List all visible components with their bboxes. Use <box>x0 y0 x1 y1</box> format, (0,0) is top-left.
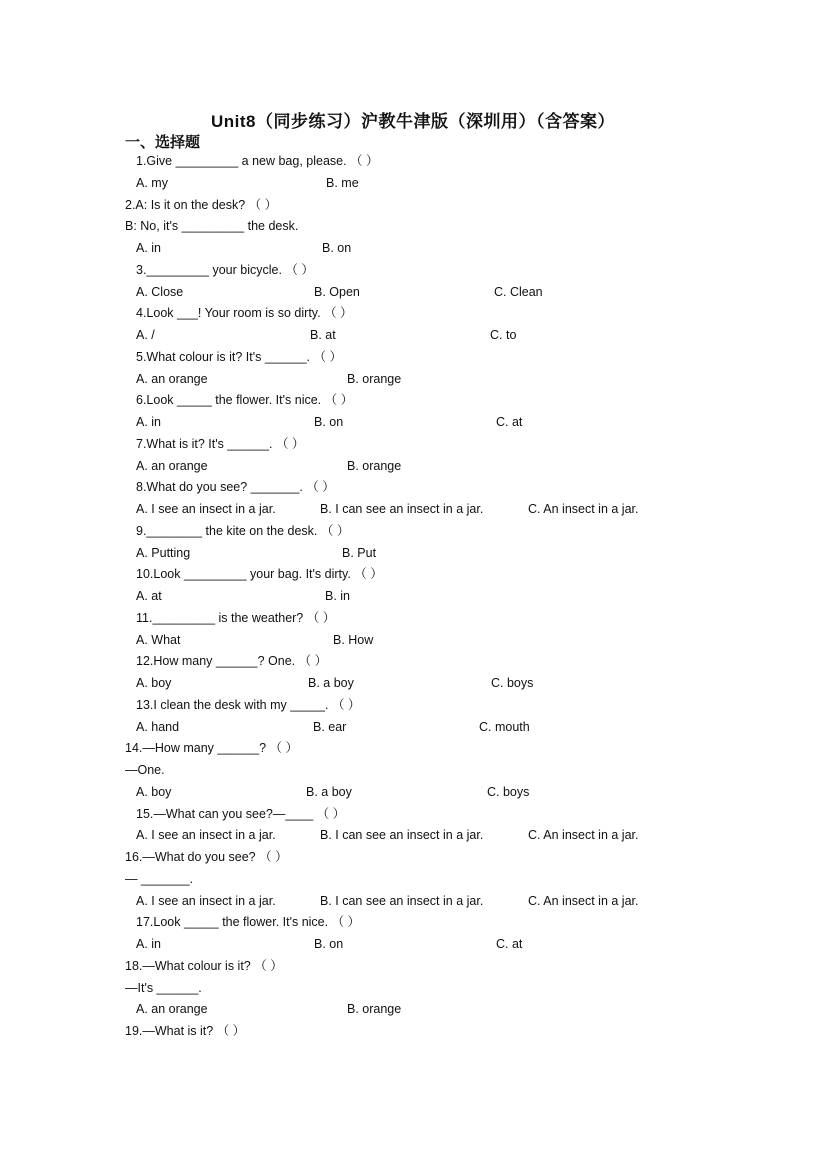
section-heading: 一、选择题 <box>125 134 201 151</box>
answer-option: A. boy <box>136 676 172 690</box>
question-line: 11._________ is the weather? （ ） <box>136 610 336 625</box>
answer-option: C. boys <box>487 784 530 799</box>
answer-option: B. in <box>325 589 351 603</box>
answer-option: B. How <box>333 632 374 647</box>
answer-option: A. I see an insect in a jar. <box>136 828 276 843</box>
answer-option: C. Clean <box>494 284 543 299</box>
question-line: 16.—What do you see? （ ） <box>125 850 288 864</box>
question-line: 3._________ your bicycle. （ ） <box>136 262 314 277</box>
answer-option: A. in <box>136 415 162 429</box>
question-line: 4.Look ___! Your room is so dirty. （ ） <box>136 306 353 321</box>
question-line: 9.________ the kite on the desk. （ ） <box>136 523 350 538</box>
answer-option: B. Put <box>342 545 377 560</box>
answer-option: B. on <box>322 241 352 255</box>
question-line: 2.A: Is it on the desk? （ ） <box>125 197 278 212</box>
question-line: 8.What do you see? _______. （ ） <box>136 480 335 495</box>
answer-option: A. / <box>136 328 155 342</box>
answer-option: B. I can see an insect in a jar. <box>320 828 484 843</box>
question-line: 5.What colour is it? It's ______. （ ） <box>136 349 342 364</box>
answer-option: A. in <box>136 241 162 255</box>
answer-option: A. an orange <box>136 371 208 386</box>
answer-option: B. me <box>326 175 359 190</box>
answer-option: A. my <box>136 175 168 190</box>
answer-option: A. an orange <box>136 1002 208 1017</box>
question-line: B: No, it's _________ the desk. <box>125 219 299 234</box>
answer-option: B. at <box>310 328 336 342</box>
answer-option: C. boys <box>491 676 534 690</box>
answer-option: B. a boy <box>308 676 354 690</box>
answer-option: A. boy <box>136 784 172 799</box>
answer-option: A. I see an insect in a jar. <box>136 502 276 516</box>
question-line: 19.—What is it? （ ） <box>125 1024 246 1038</box>
question-line: 1.Give _________ a new bag, please. （ ） <box>136 154 379 168</box>
question-line: 15.—What can you see?—____ （ ） <box>136 806 346 821</box>
question-line: 17.Look _____ the flower. It's nice. （ ） <box>136 915 361 930</box>
question-line: —It's ______. <box>125 980 202 995</box>
answer-option: C. An insect in a jar. <box>528 828 639 843</box>
question-line: —One. <box>125 763 165 777</box>
answer-option: B. orange <box>347 458 402 473</box>
answer-option: B. Open <box>314 284 360 299</box>
answer-option: A. Close <box>136 284 184 299</box>
answer-option: A. hand <box>136 719 180 734</box>
answer-option: A. at <box>136 589 162 603</box>
answer-option: A. What <box>136 632 181 647</box>
answer-option: C. mouth <box>479 719 530 734</box>
answer-option: B. a boy <box>306 784 352 799</box>
answer-option: C. An insect in a jar. <box>528 502 639 516</box>
page-title: Unit8（同步练习）沪教牛津版（深圳用）（含答案） <box>211 112 615 131</box>
answer-option: C. at <box>496 937 523 951</box>
question-line: 6.Look _____ the flower. It's nice. （ ） <box>136 393 354 408</box>
answer-option: B. I can see an insect in a jar. <box>320 502 484 516</box>
answer-option: A. I see an insect in a jar. <box>136 893 276 908</box>
answer-option: A. in <box>136 937 162 951</box>
question-line: 14.—How many ______? （ ） <box>125 741 299 756</box>
answer-option: A. Putting <box>136 545 191 560</box>
question-line: 13.I clean the desk with my _____. （ ） <box>136 697 361 712</box>
answer-option: C. An insect in a jar. <box>528 893 639 908</box>
answer-option: B. I can see an insect in a jar. <box>320 893 484 908</box>
answer-option: B. orange <box>347 1002 402 1017</box>
answer-option: B. orange <box>347 371 402 386</box>
answer-option: B. ear <box>313 719 347 734</box>
question-line: 7.What is it? It's ______. （ ） <box>136 436 305 451</box>
question-line: 18.—What colour is it? （ ） <box>125 958 283 973</box>
question-line: 10.Look _________ your bag. It's dirty. （ ） <box>136 567 383 582</box>
answer-option: A. an orange <box>136 458 208 473</box>
answer-option: B. on <box>314 415 344 429</box>
answer-option: B. on <box>314 937 344 951</box>
question-line: 12.How many ______? One. （ ） <box>136 654 328 669</box>
answer-option: C. at <box>496 415 523 429</box>
question-line: — _______. <box>125 871 194 886</box>
answer-option: C. to <box>490 328 517 342</box>
